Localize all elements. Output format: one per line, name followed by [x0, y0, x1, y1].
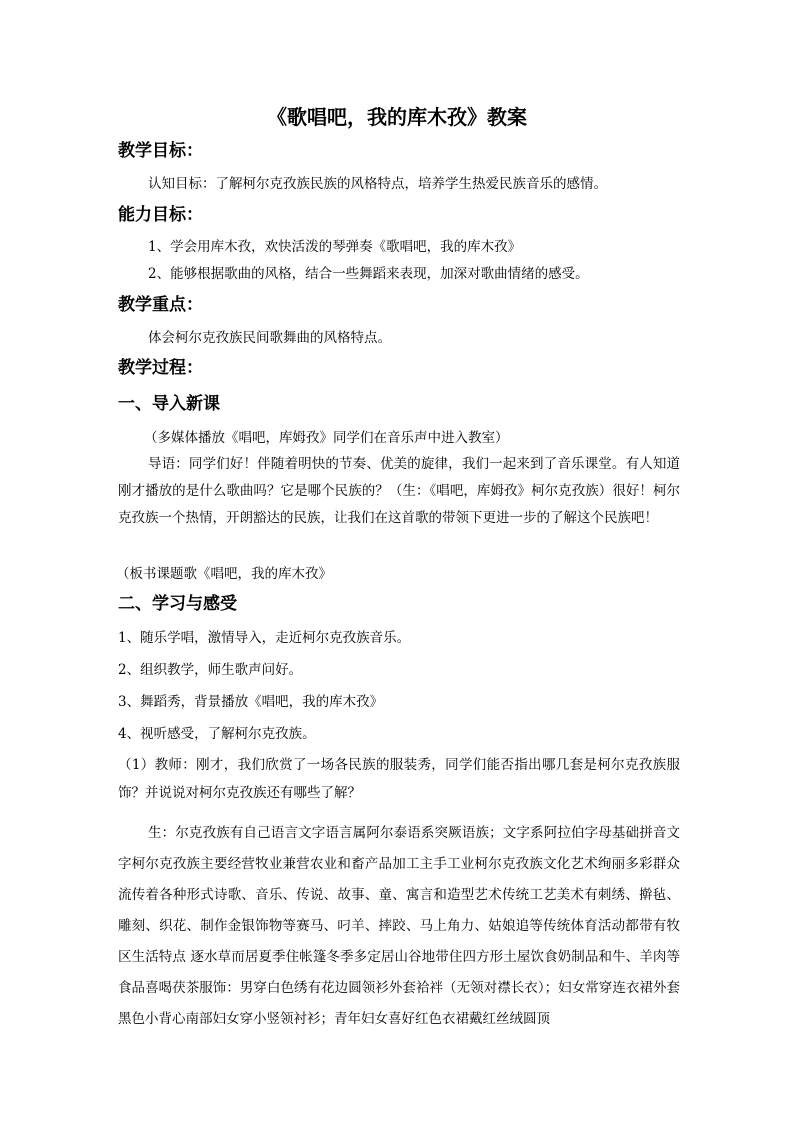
teacher-question-paragraph: （1）教师：刚才，我们欣赏了一场各民族的服装秀，同学们能否指出哪几套是柯尔克孜族服饰？并说说对柯尔克孜族还有哪些了解？ [118, 757, 680, 801]
part1-board-note: （板书课题歌《唱吧，我的库木孜》 [116, 566, 332, 582]
student-answer-paragraph: 生：尔克孜族有自己语言文字语言属阿尔泰语系突厥语族；文字系阿拉伯字母基础拼音文字柯尔克孜族主要经营牧业兼营农业和畜产品加工主手工业柯尔克孜族文化艺术绚丽多彩群众流传着各种形式诗歌、音乐、传说、故事、童、寓言和造型艺术传统工艺美术有刺绣、擀毡、雕刻、织花、制作金银饰物等赛马、叼羊、摔跤、马上角力、姑娘追等传统体育活动都带有牧区生活特点 逐水草而居夏季住帐篷冬季多定居山谷地带住四方形土屋饮食奶制品和牛、羊肉等食品喜喝茯茶服饰：男穿白色绣有花边圆领衫外套袷袢（无领对襟长衣）；妇女常穿连衣裙外套黑色小背心南部妇女穿小竖领衬衫；青年妇女喜好红色衣裙戴红丝绒圆顶 [118, 825, 680, 1027]
teaching-process-heading: 教学过程： [118, 358, 203, 378]
ability-goal-heading: 能力目标： [118, 205, 203, 225]
teaching-goal-heading: 教学目标： [118, 141, 203, 161]
part1-heading: 一、导入新课 [118, 394, 220, 414]
part1-intro-paragraph: 导语：同学们好！伴随着明快的节奏、优美的旋律，我们一起来到了音乐课堂。有人知道刚才播放的是什么歌曲吗？它是哪个民族的？（生：《唱吧，库姆孜》柯尔克孜族）很好！柯尔克孜族一个热情，开朗豁达的民族，让我们在这首歌的带领下更进一步的了解这个民族吧！ [118, 456, 680, 526]
teaching-focus-text: 体会柯尔克孜族民间歌舞曲的风格特点。 [148, 330, 391, 346]
document-title: 《歌唱吧，我的库木孜》教案 [267, 105, 527, 129]
teaching-focus-heading: 教学重点： [118, 295, 203, 315]
part2-item-3: 3、舞蹈秀，背景播放《唱吧，我的库木孜》 [118, 694, 384, 710]
part2-item-2: 2、组织教学，师生歌声问好。 [118, 662, 303, 678]
part2-item-1: 1、随乐学唱，激情导入，走近柯尔克孜族音乐。 [118, 630, 411, 646]
part2-heading: 二、学习与感受 [118, 594, 237, 614]
part1-note: （多媒体播放《唱吧，库姆孜》同学们在音乐声中进入教室） [144, 430, 509, 446]
cognitive-goal-text: 认知目标：了解柯尔克孜族民族的风格特点，培养学生热爱民族音乐的感情。 [148, 176, 607, 192]
ability-item-1: 1、学会用库木孜，欢快活泼的琴弹奏《歌唱吧，我的库木孜》 [148, 239, 522, 255]
part2-item-4: 4、视听感受，了解柯尔克孜族。 [118, 726, 316, 742]
ability-item-2: 2、能够根据歌曲的风格，结合一些舞蹈来表现，加深对歌曲情绪的感受。 [148, 266, 589, 282]
